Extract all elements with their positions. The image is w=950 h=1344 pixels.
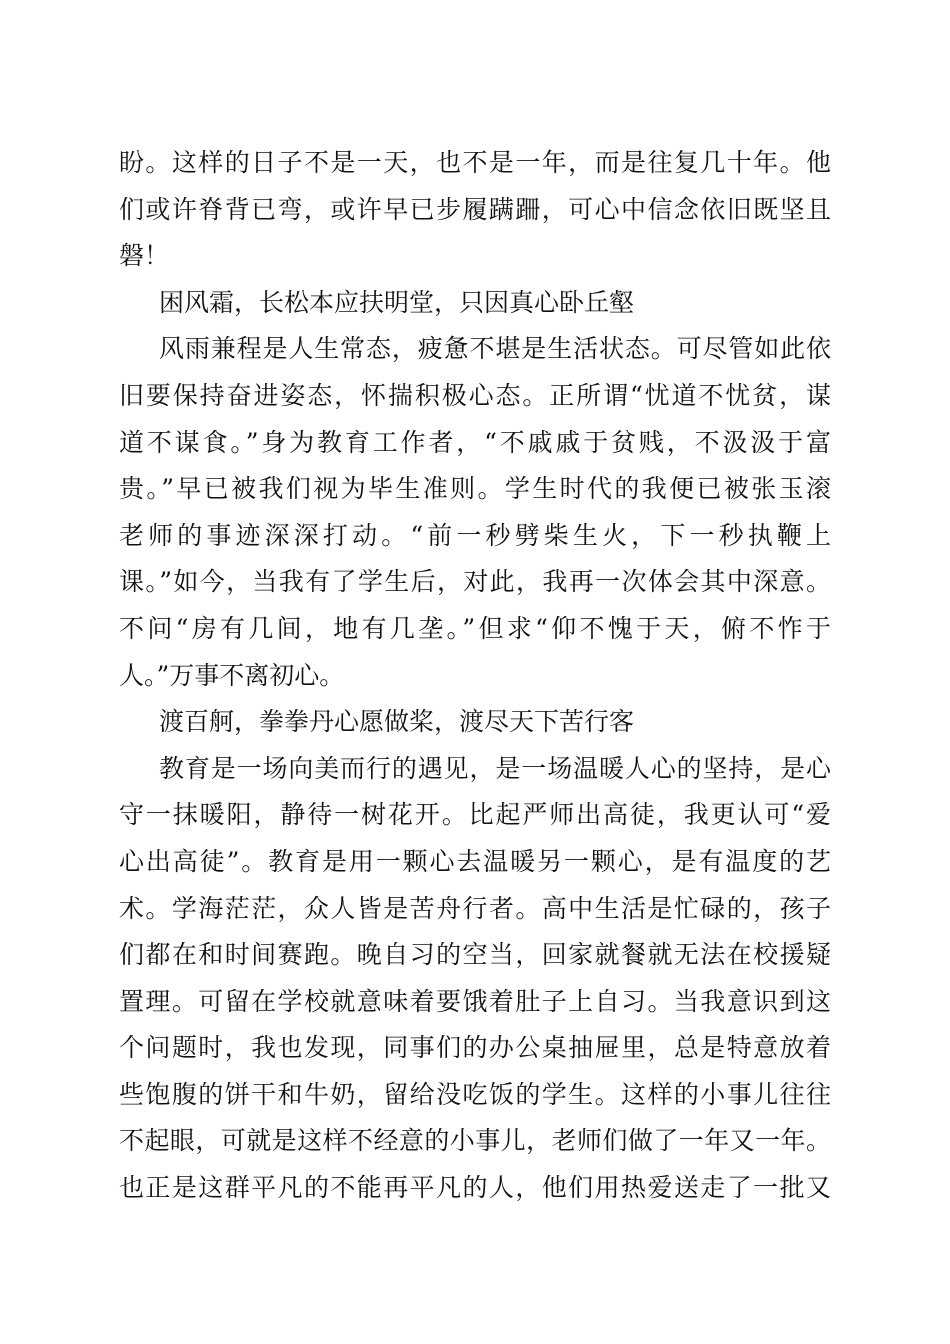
text-line: 老师的事迹深深打动。“前一秒劈柴生火，下一秒执鞭上 (119, 520, 831, 550)
text-line: 心出高徒”。教育是用一颗心去温暖另一颗心，是有温度的艺 (119, 846, 831, 876)
text-line: 些饱腹的饼干和牛奶，留给没吃饭的学生。这样的小事儿往往 (119, 1079, 831, 1109)
text-line: 也正是这群平凡的不能再平凡的人，他们用热爱送走了一批又 (119, 1173, 831, 1203)
text-line: 们都在和时间赛跑。晚自习的空当，回家就餐就无法在校援疑 (119, 940, 831, 970)
text-line: 教育是一场向美而行的遇见，是一场温暖人心的坚持，是心 (159, 753, 831, 783)
text-line: 术。学海茫茫，众人皆是苦舟行者。高中生活是忙碌的，孩子 (119, 893, 831, 923)
section-heading: 渡百舸，拳拳丹心愿做桨，渡尽天下苦行客 (159, 707, 635, 737)
section-heading: 困风霜，长松本应扶明堂，只因真心卧丘壑 (159, 287, 635, 317)
text-line: 磐！ (119, 241, 170, 271)
text-line: 个问题时，我也发现，同事们的办公桌抽屉里，总是特意放着 (119, 1033, 831, 1063)
text-line: 风雨兼程是人生常态，疲惫不堪是生活状态。可尽管如此依 (159, 334, 831, 364)
text-line: 人。”万事不离初心。 (119, 660, 345, 690)
text-line: 不起眼，可就是这样不经意的小事儿，老师们做了一年又一年。 (119, 1126, 831, 1156)
text-line: 不问“房有几间，地有几垄。”但求“仰不愧于天，俯不怍于 (119, 613, 831, 643)
text-line: 们或许脊背已弯，或许早已步履蹒跚，可心中信念依旧既坚且 (119, 194, 831, 224)
text-line: 道不谋食。”身为教育工作者，“不戚戚于贫贱，不汲汲于富 (119, 427, 831, 457)
body-text (119, 140, 831, 1212)
text-line: 课。”如今，当我有了学生后，对此，我再一次体会其中深意。 (119, 567, 831, 597)
text-line: 置理。可留在学校就意味着要饿着肚子上自习。当我意识到这 (119, 986, 831, 1016)
text-line: 盼。这样的日子不是一天，也不是一年，而是往复几十年。他 (119, 148, 831, 177)
text-line: 旧要保持奋进姿态，怀揣积极心态。正所谓“忧道不忧贫，谋 (119, 380, 831, 410)
text-line: 守一抹暖阳，静待一树花开。比起严师出高徒，我更认可“爱 (119, 800, 831, 830)
text-line: 贵。”早已被我们视为毕生准则。学生时代的我便已被张玉滚 (119, 474, 831, 504)
